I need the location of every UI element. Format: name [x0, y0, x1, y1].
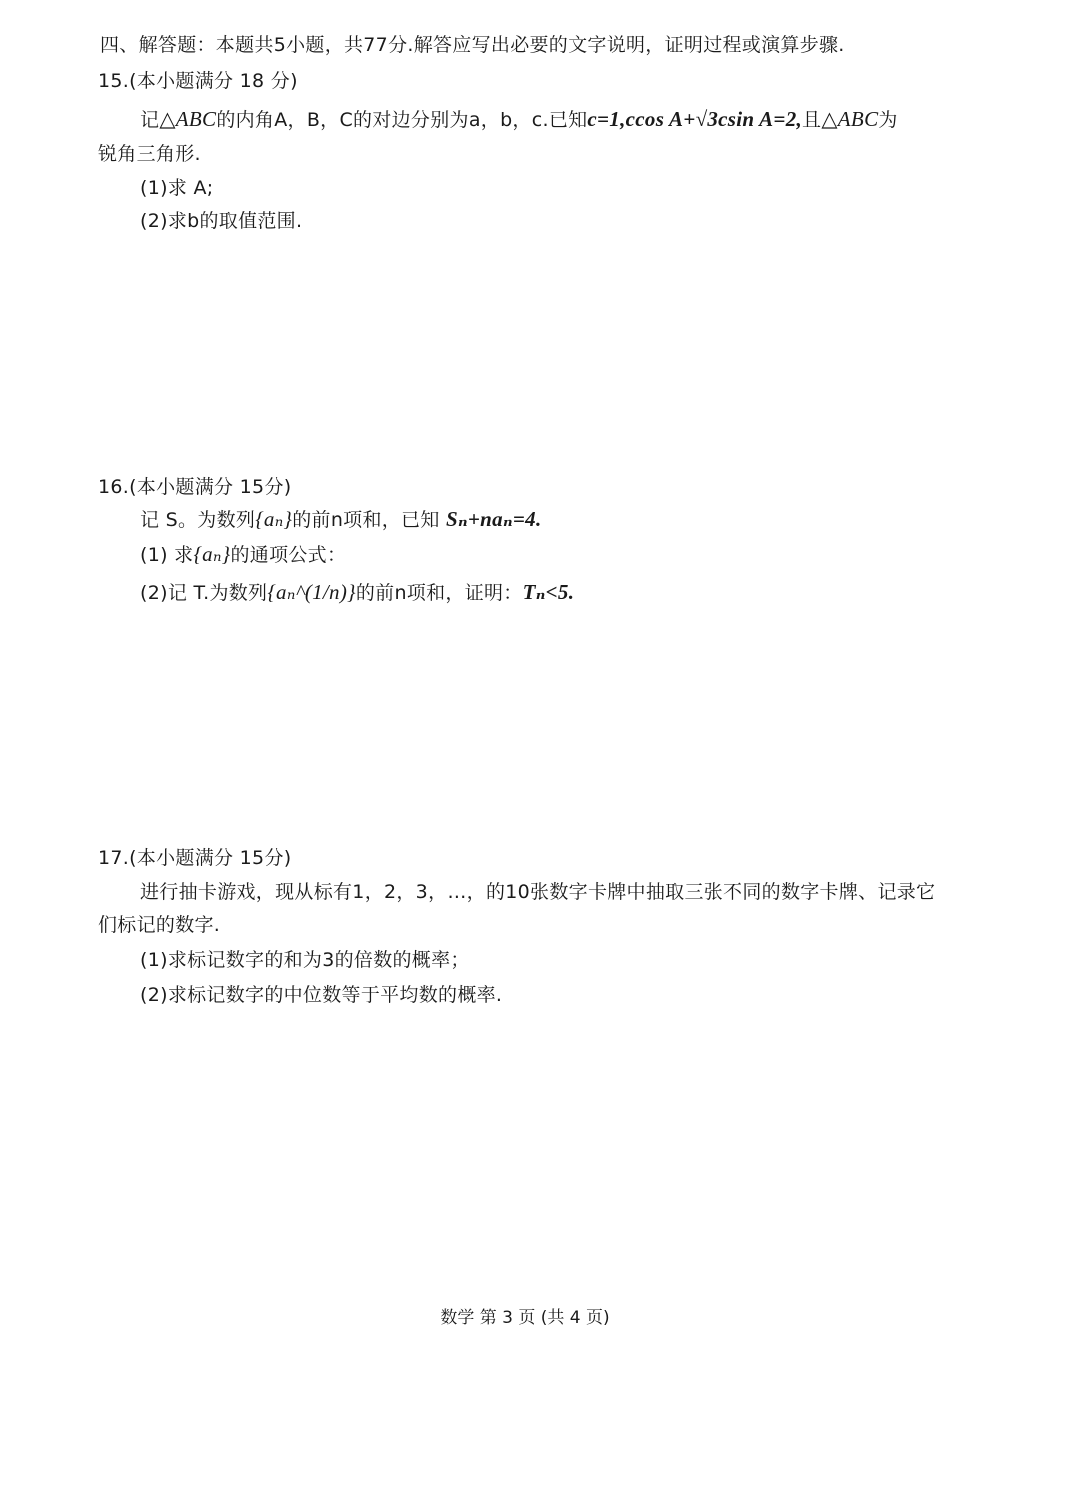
q15-stem-text-4: 为 [878, 109, 898, 131]
q16-sub2-sequence: {aₙ^(1/n)} [267, 580, 356, 604]
q15-stem-text-1: 记 [140, 109, 160, 131]
q17-stem-line1: 进行抽卡游戏，现从标有1，2，3，…，的10张数字卡牌中抽取三张不同的数字卡牌、记录它 [140, 881, 936, 903]
section-title: 四、解答题：本题共5小题，共77分.解答应写出必要的文字说明，证明过程或演算步骤. [100, 34, 845, 56]
q15-stem-line1 [140, 106, 898, 133]
q16-sub1 [140, 541, 346, 568]
q17-heading: 17.(本小题满分 15分) [98, 847, 292, 869]
q16-stem-text-2: 的前n项和，已知 [292, 509, 447, 531]
q15-sub2: (2)求b的取值范围. [140, 210, 303, 232]
q15-stem-text-3: 且 [802, 109, 822, 131]
page-footer: 数学 第 3 页 (共 4 页) [440, 1308, 610, 1328]
q17-sub2: (2)求标记数字的中位数等于平均数的概率. [140, 984, 503, 1006]
q16-stem-text-1: 记 S。为数列 [140, 509, 256, 531]
q16-sub2 [140, 579, 574, 606]
q16-sub2-text-2: 的前n项和，证明： [355, 582, 523, 604]
q15-stem-text-2: 的内角A，B，C的对边分别为a，b，c.已知 [216, 109, 588, 131]
q15-sub1: (1)求 A; [140, 177, 214, 199]
q16-sub1-text-2: 的通项公式： [230, 544, 347, 566]
q16-condition: Sₙ+naₙ=4. [446, 507, 542, 531]
q15-heading: 15.(本小题满分 18 分) [98, 70, 298, 92]
q16-sequence: {aₙ} [255, 507, 293, 531]
q16-sub1-text-1: (1) 求 [140, 544, 194, 566]
q16-heading: 16.(本小题满分 15分) [98, 476, 292, 498]
q17-sub1: (1)求标记数字的和为3的倍数的概率； [140, 949, 470, 971]
q16-inequality: Tₙ<5. [522, 580, 575, 604]
q15-stem-line2: 锐角三角形. [98, 143, 201, 165]
q16-stem [140, 506, 542, 533]
q15-triangle-2: △ABC [821, 107, 879, 131]
q16-sub2-text-1: (2)记 T.为数列 [140, 582, 268, 604]
q15-triangle-1: △ABC [159, 107, 217, 131]
q17-stem-line2: 们标记的数字. [98, 914, 221, 936]
q16-sub1-sequence: {aₙ} [193, 542, 231, 566]
q15-condition: c=1,ccos A+√3csin A=2, [587, 107, 803, 131]
